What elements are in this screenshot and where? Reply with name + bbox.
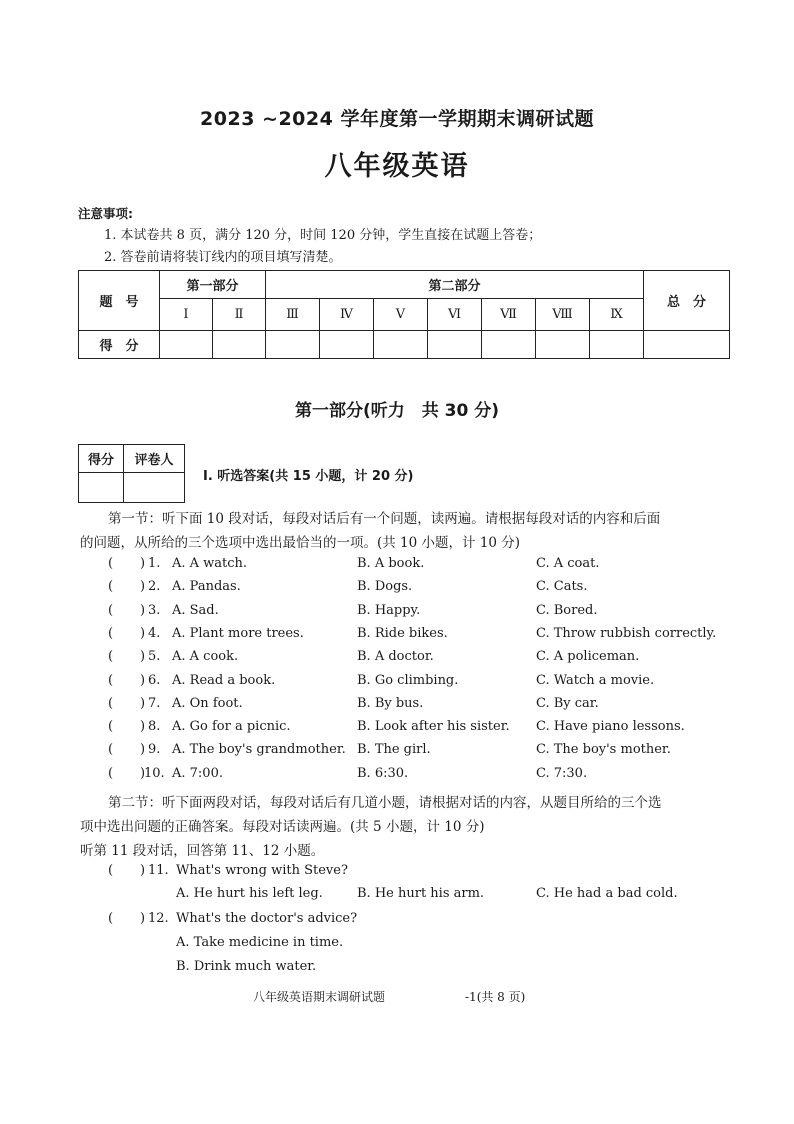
question-number: 2. xyxy=(148,579,161,594)
exam-title: 2023 ~2024 学年度第一学期期末调研试题 xyxy=(200,108,594,130)
question-number: 6. xyxy=(148,673,161,688)
answer-blank[interactable]: ( xyxy=(108,719,114,734)
score-cell[interactable] xyxy=(428,331,482,359)
question-12-text: What's the doctor's advice? xyxy=(176,911,358,926)
option-a: A. Go for a picnic. xyxy=(172,719,291,734)
answer-blank[interactable]: ( xyxy=(108,649,114,664)
answer-blank-close: ) xyxy=(140,603,146,618)
option-c: C. 7:30. xyxy=(536,766,588,781)
numeral-2: Ⅱ xyxy=(213,299,266,331)
question-number: 9. xyxy=(148,742,161,757)
option-b: B. Look after his sister. xyxy=(357,719,510,734)
option-a: A. The boy's grandmother. xyxy=(172,742,346,757)
answer-blank[interactable]: ( xyxy=(108,863,114,878)
answer-blank-close: ) xyxy=(140,863,146,878)
section1-instruction-line1: 第一节：听下面 10 段对话，每段对话后有一个问题，读两遍。请根据每段对话的内容和后面 xyxy=(108,511,661,527)
answer-blank-close: ) xyxy=(140,673,146,688)
score-table xyxy=(78,270,730,359)
option-b: B. A book. xyxy=(357,556,425,571)
row-label-score: 得 分 xyxy=(79,331,160,359)
note-item-1: 1. 本试卷共 8 页，满分 120 分，时间 120 分钟，学生直接在试题上答卷； xyxy=(104,228,542,243)
option-b: B. Happy. xyxy=(357,603,421,618)
numeral-7: Ⅶ xyxy=(482,299,536,331)
answer-blank[interactable]: ( xyxy=(108,766,114,781)
numeral-3: Ⅲ xyxy=(266,299,320,331)
exam-subtitle: 八年级英语 xyxy=(324,151,470,182)
footer-title: 八年级英语期末调研试题 xyxy=(253,990,386,1004)
answer-blank-close: ) xyxy=(140,649,146,664)
option-b: B. By bus. xyxy=(357,696,424,711)
option-c: C. A coat. xyxy=(536,556,600,571)
answer-blank-close: ) xyxy=(140,766,146,781)
option-b: B. A doctor. xyxy=(357,649,434,664)
grader-box xyxy=(78,444,185,503)
score-cell[interactable] xyxy=(590,331,644,359)
option-b: B. Dogs. xyxy=(357,579,413,594)
question-number: 10. xyxy=(144,766,165,781)
grader-score-cell[interactable] xyxy=(79,473,124,503)
answer-blank-close: ) xyxy=(140,696,146,711)
answer-blank[interactable]: ( xyxy=(108,626,114,641)
answer-blank-close: ) xyxy=(140,579,146,594)
answer-blank-close: ) xyxy=(140,556,146,571)
option-a: A. Plant more trees. xyxy=(172,626,304,641)
option-c: C. Have piano lessons. xyxy=(536,719,685,734)
score-cell[interactable] xyxy=(536,331,590,359)
numeral-6: Ⅵ xyxy=(428,299,482,331)
section2-instruction-line2: 项中选出问题的正确答案。每段对话读两遍。(共 5 小题，计 10 分) xyxy=(80,819,485,835)
option-a: A. A cook. xyxy=(172,649,239,664)
score-cell[interactable] xyxy=(213,331,266,359)
option-b: B. 6:30. xyxy=(357,766,409,781)
row-label-question-number: 题 号 xyxy=(79,271,160,331)
numeral-5: Ⅴ xyxy=(374,299,428,331)
score-cell[interactable] xyxy=(482,331,536,359)
numeral-4: Ⅳ xyxy=(320,299,374,331)
option-c: C. The boy's mother. xyxy=(536,742,671,757)
option-c: C. Throw rubbish correctly. xyxy=(536,626,717,641)
numeral-9: Ⅸ xyxy=(590,299,644,331)
grader-score-label: 得分 xyxy=(79,445,124,473)
score-cell[interactable] xyxy=(320,331,374,359)
question-12-number: 12. xyxy=(148,911,169,926)
option-a: A. 7:00. xyxy=(172,766,223,781)
score-cell[interactable] xyxy=(266,331,320,359)
question-11-option-a: A. He hurt his left leg. xyxy=(176,886,323,901)
section2-instruction-line1: 第二节：听下面两段对话，每段对话后有几道小题，请根据对话的内容，从题目所给的三个选 xyxy=(108,795,662,811)
part2-header: 第二部分 xyxy=(266,271,644,299)
question-12-option-a: A. Take medicine in time. xyxy=(176,935,344,950)
option-c: C. Cats. xyxy=(536,579,588,594)
option-a: A. A watch. xyxy=(172,556,248,571)
question-11-option-c: C. He had a bad cold. xyxy=(536,886,678,901)
answer-blank-close: ) xyxy=(140,742,146,757)
option-a: A. Read a book. xyxy=(172,673,276,688)
numeral-1: Ⅰ xyxy=(160,299,213,331)
notes-heading: 注意事项: xyxy=(78,206,133,221)
answer-blank[interactable]: ( xyxy=(108,673,114,688)
option-b: B. Go climbing. xyxy=(357,673,459,688)
answer-blank-close: ) xyxy=(140,911,146,926)
question-number: 1. xyxy=(148,556,161,571)
option-b: B. Ride bikes. xyxy=(357,626,448,641)
score-cell[interactable] xyxy=(160,331,213,359)
option-c: C. A policeman. xyxy=(536,649,640,664)
answer-blank[interactable]: ( xyxy=(108,696,114,711)
option-a: A. Sad. xyxy=(172,603,219,618)
question-number: 7. xyxy=(148,696,161,711)
grader-name-cell[interactable] xyxy=(124,473,185,503)
section1-title: 第一部分(听力 共 30 分) xyxy=(294,401,500,421)
page-number: -1(共 8 页) xyxy=(465,990,526,1004)
part1-header: 第一部分 xyxy=(160,271,266,299)
grader-name-label: 评卷人 xyxy=(124,445,185,473)
section1-instruction-line2: 的问题，从所给的三个选项中选出最恰当的一项。(共 10 小题，计 10 分) xyxy=(80,535,521,551)
answer-blank[interactable]: ( xyxy=(108,579,114,594)
option-b: B. The girl. xyxy=(357,742,431,757)
option-c: C. Watch a movie. xyxy=(536,673,655,688)
answer-blank-close: ) xyxy=(140,719,146,734)
option-a: A. Pandas. xyxy=(172,579,241,594)
option-a: A. On foot. xyxy=(172,696,243,711)
question-number: 4. xyxy=(148,626,161,641)
numeral-8: Ⅷ xyxy=(536,299,590,331)
dialogue11-instruction: 听第 11 段对话，回答第 11、12 小题。 xyxy=(80,843,325,859)
option-c: C. Bored. xyxy=(536,603,598,618)
question-number: 3. xyxy=(148,603,161,618)
total-header: 总 分 xyxy=(644,271,730,331)
question-11-option-b: B. He hurt his arm. xyxy=(357,886,485,901)
question-number: 5. xyxy=(148,649,161,664)
answer-blank[interactable]: ( xyxy=(108,603,114,618)
total-score-cell[interactable] xyxy=(644,331,730,359)
answer-blank[interactable]: ( xyxy=(108,911,114,926)
question-12-option-b: B. Drink much water. xyxy=(176,959,317,974)
question-11-text: What's wrong with Steve? xyxy=(176,863,348,878)
score-cell[interactable] xyxy=(374,331,428,359)
part1-title: Ⅰ. 听选答案(共 15 小题，计 20 分) xyxy=(203,469,414,484)
question-11-number: 11. xyxy=(148,863,169,878)
option-c: C. By car. xyxy=(536,696,599,711)
question-number: 8. xyxy=(148,719,161,734)
answer-blank-close: ) xyxy=(140,626,146,641)
answer-blank[interactable]: ( xyxy=(108,742,114,757)
answer-blank[interactable]: ( xyxy=(108,556,114,571)
note-item-2: 2. 答卷前请将装订线内的项目填写清楚。 xyxy=(104,250,342,265)
